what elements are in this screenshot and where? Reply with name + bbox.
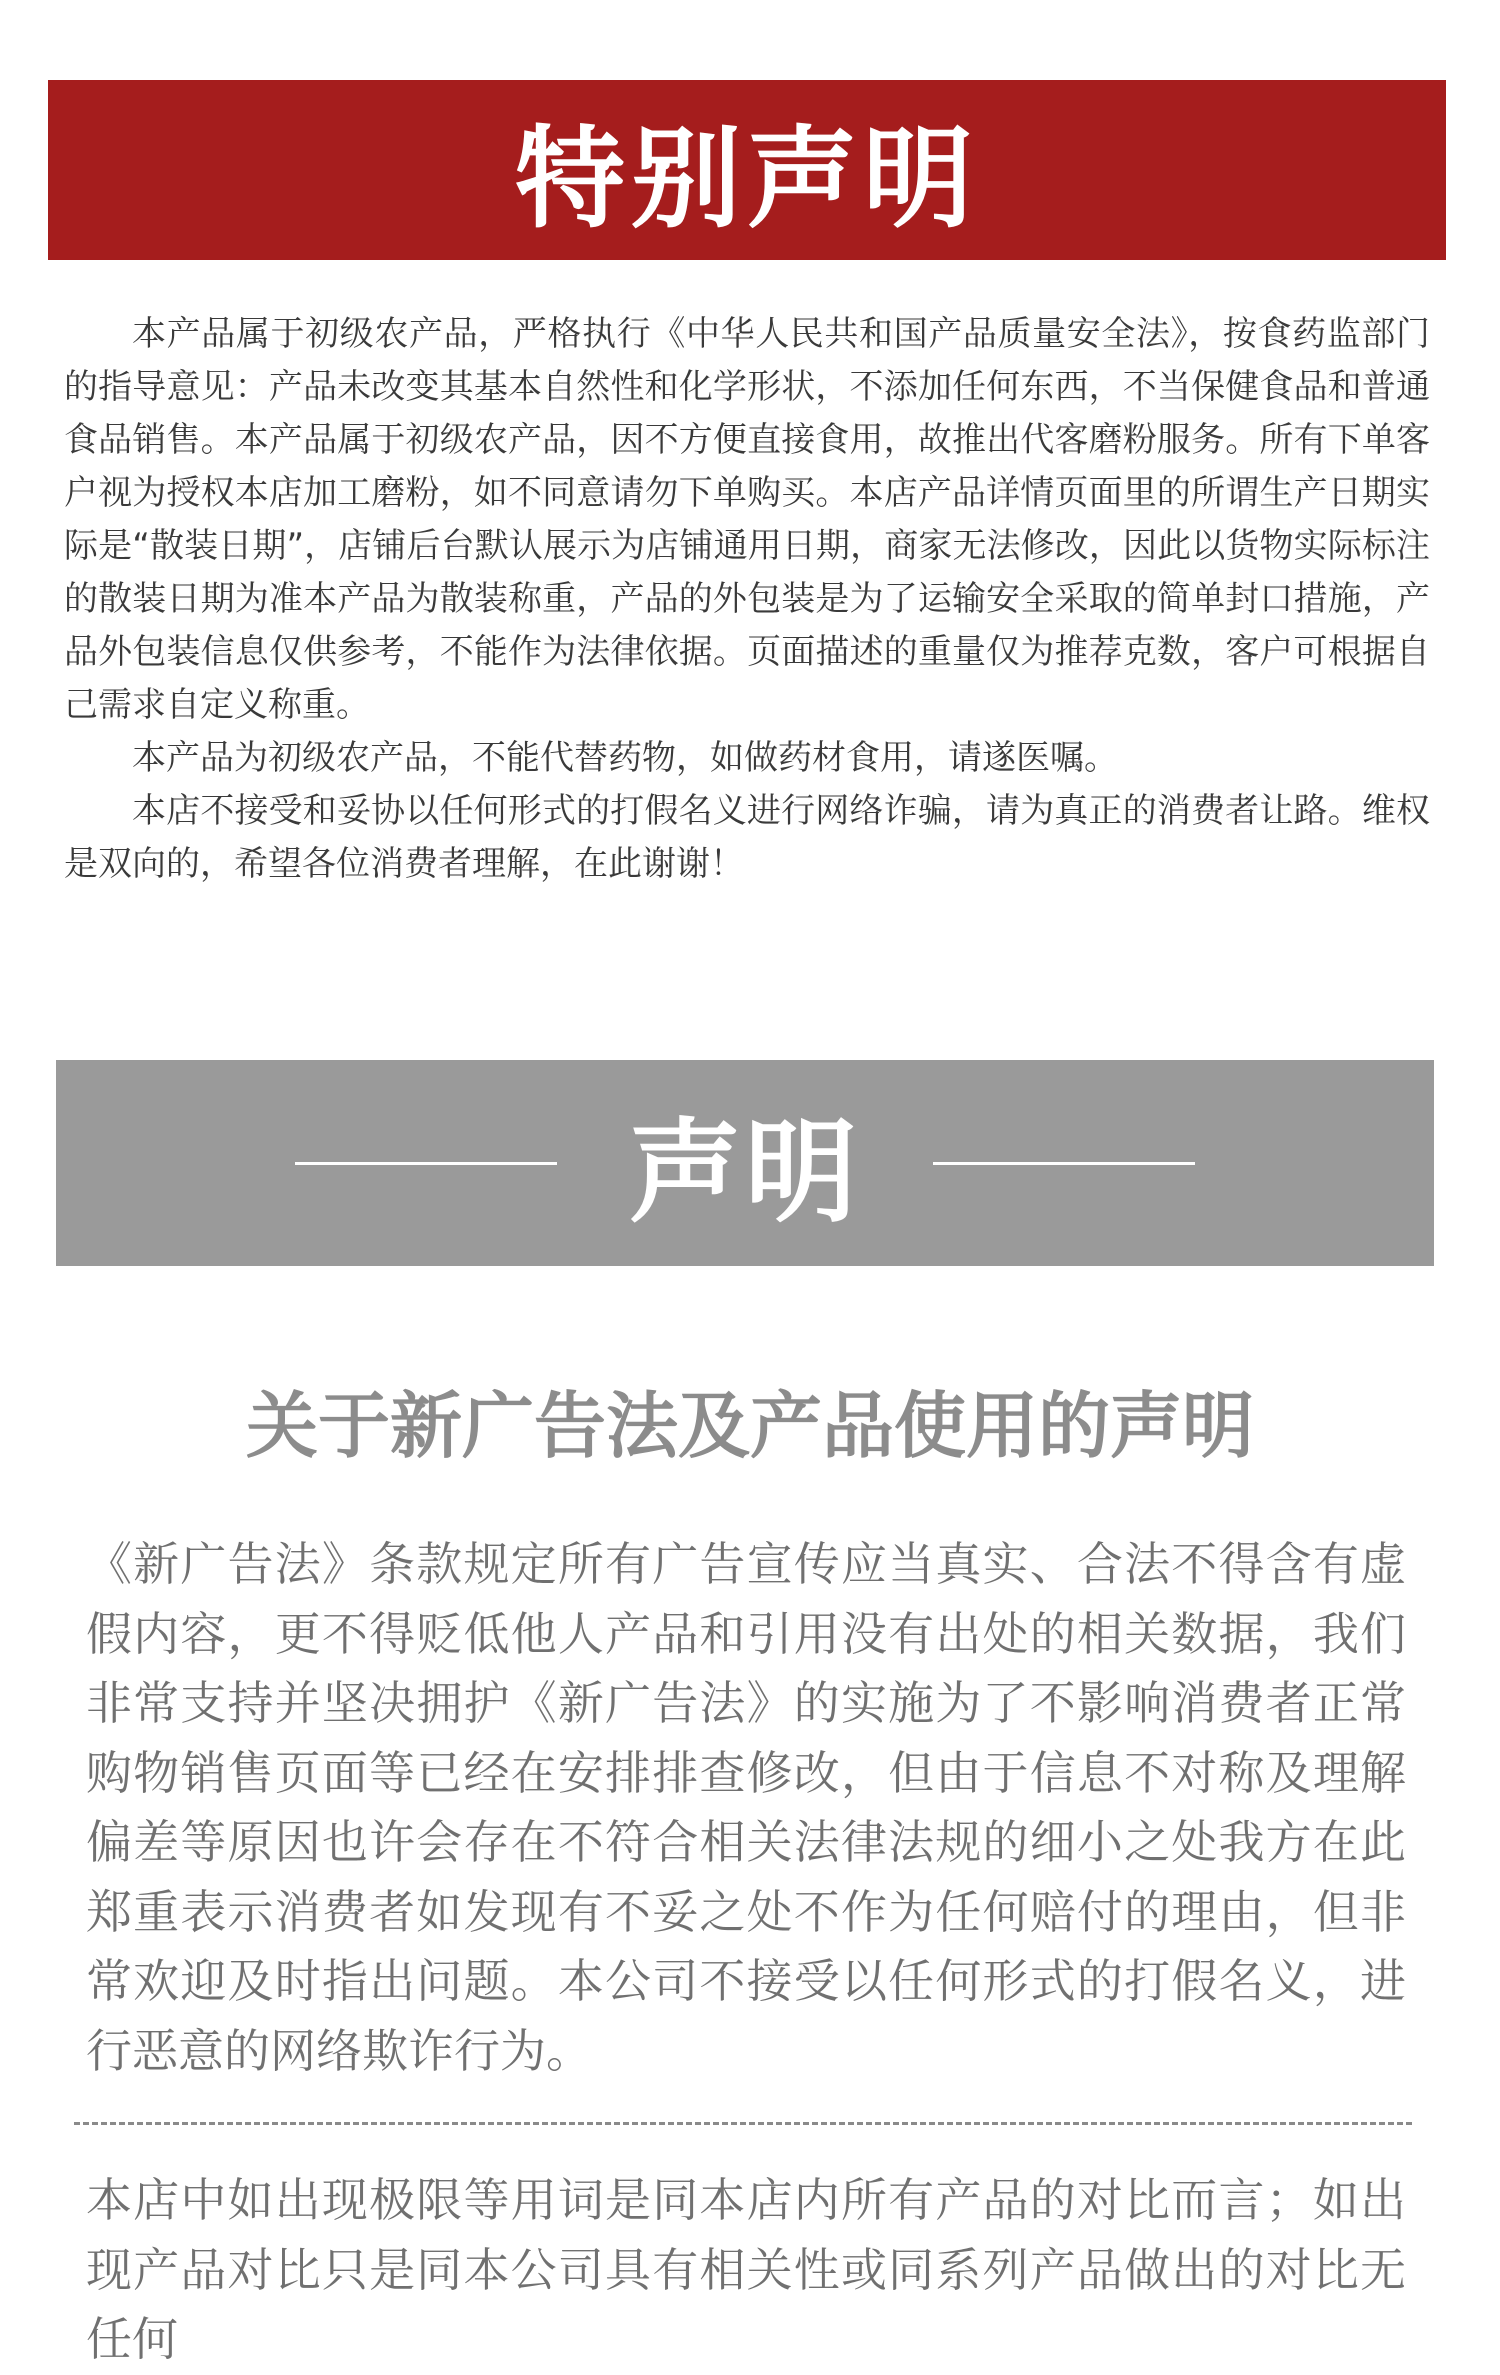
statement-paragraph-2: 本店中如出现极限等用词是同本店内所有产品的对比而言；如出现产品对比只是同本公司具有相关性或同系列产品做出的对比无任何 bbox=[86, 2173, 1406, 2366]
statement-paragraph: 《新广告法》条款规定所有广告宣传应当真实、合法不得含有虚假内容，更不得贬低他人产品和引用没有出处的相关数据，我们非常支持并坚决拥护《新广告法》的实施为了不影响消费者正常购物销售页面等已经在安排排查修改，但由于信息不对称及理解偏差等原因也许会存在不符合相关法律法规的细小之处我方在此郑重表示消费者如发现有不妥之处不作为任何赔付的理由，但非常欢迎及时指出问题。本公司不接受以任何形式的打假名义，进行恶意的网络欺诈行为。 bbox=[86, 1537, 1406, 2078]
statement-banner bbox=[56, 1060, 1434, 1266]
statement-subtitle: 关于新广告法及产品使用的声明 bbox=[245, 1384, 1254, 1468]
decorative-line-right bbox=[933, 1162, 1195, 1165]
dashed-divider bbox=[74, 2122, 1412, 2125]
statement-title: 声明 bbox=[629, 1107, 861, 1238]
statement-body bbox=[86, 1530, 1406, 2086]
special-notice-body bbox=[64, 308, 1430, 891]
special-notice-title: 特别声明 bbox=[515, 115, 979, 243]
notice-paragraph: 本店不接受和妥协以任何形式的打假名义进行网络诈骗，请为真正的消费者让路。维权是双向的，希望各位消费者理解，在此谢谢！ bbox=[64, 791, 1430, 884]
special-notice-banner bbox=[48, 80, 1446, 260]
statement-body-2 bbox=[86, 2166, 1406, 2375]
decorative-line-left bbox=[295, 1162, 557, 1165]
notice-paragraph: 本产品为初级农产品，不能代替药物，如做药材食用，请遂医嘱。 bbox=[132, 738, 1118, 778]
notice-paragraph: 本产品属于初级农产品，严格执行《中华人民共和国产品质量安全法》，按食药监部门的指导意见：产品未改变其基本自然性和化学形状，不添加任何东西，不当保健食品和普通食品销售。本产品属于初级农产品，因不方便直接食用，故推出代客磨粉服务。所有下单客户视为授权本店加工磨粉，如不同意请勿下单购买。本店产品详情页面里的所谓生产日期实际是“散装日期”，店铺后台默认展示为店铺通用日期，商家无法修改，因此以货物实际标注的散装日期为准本产品为散装称重，产品的外包装是为了运输安全采取的简单封口措施，产品外包装信息仅供参考，不能作为法律依据。页面描述的重量仅为推荐克数，客户可根据自己需求自定义称重。 bbox=[64, 314, 1430, 725]
